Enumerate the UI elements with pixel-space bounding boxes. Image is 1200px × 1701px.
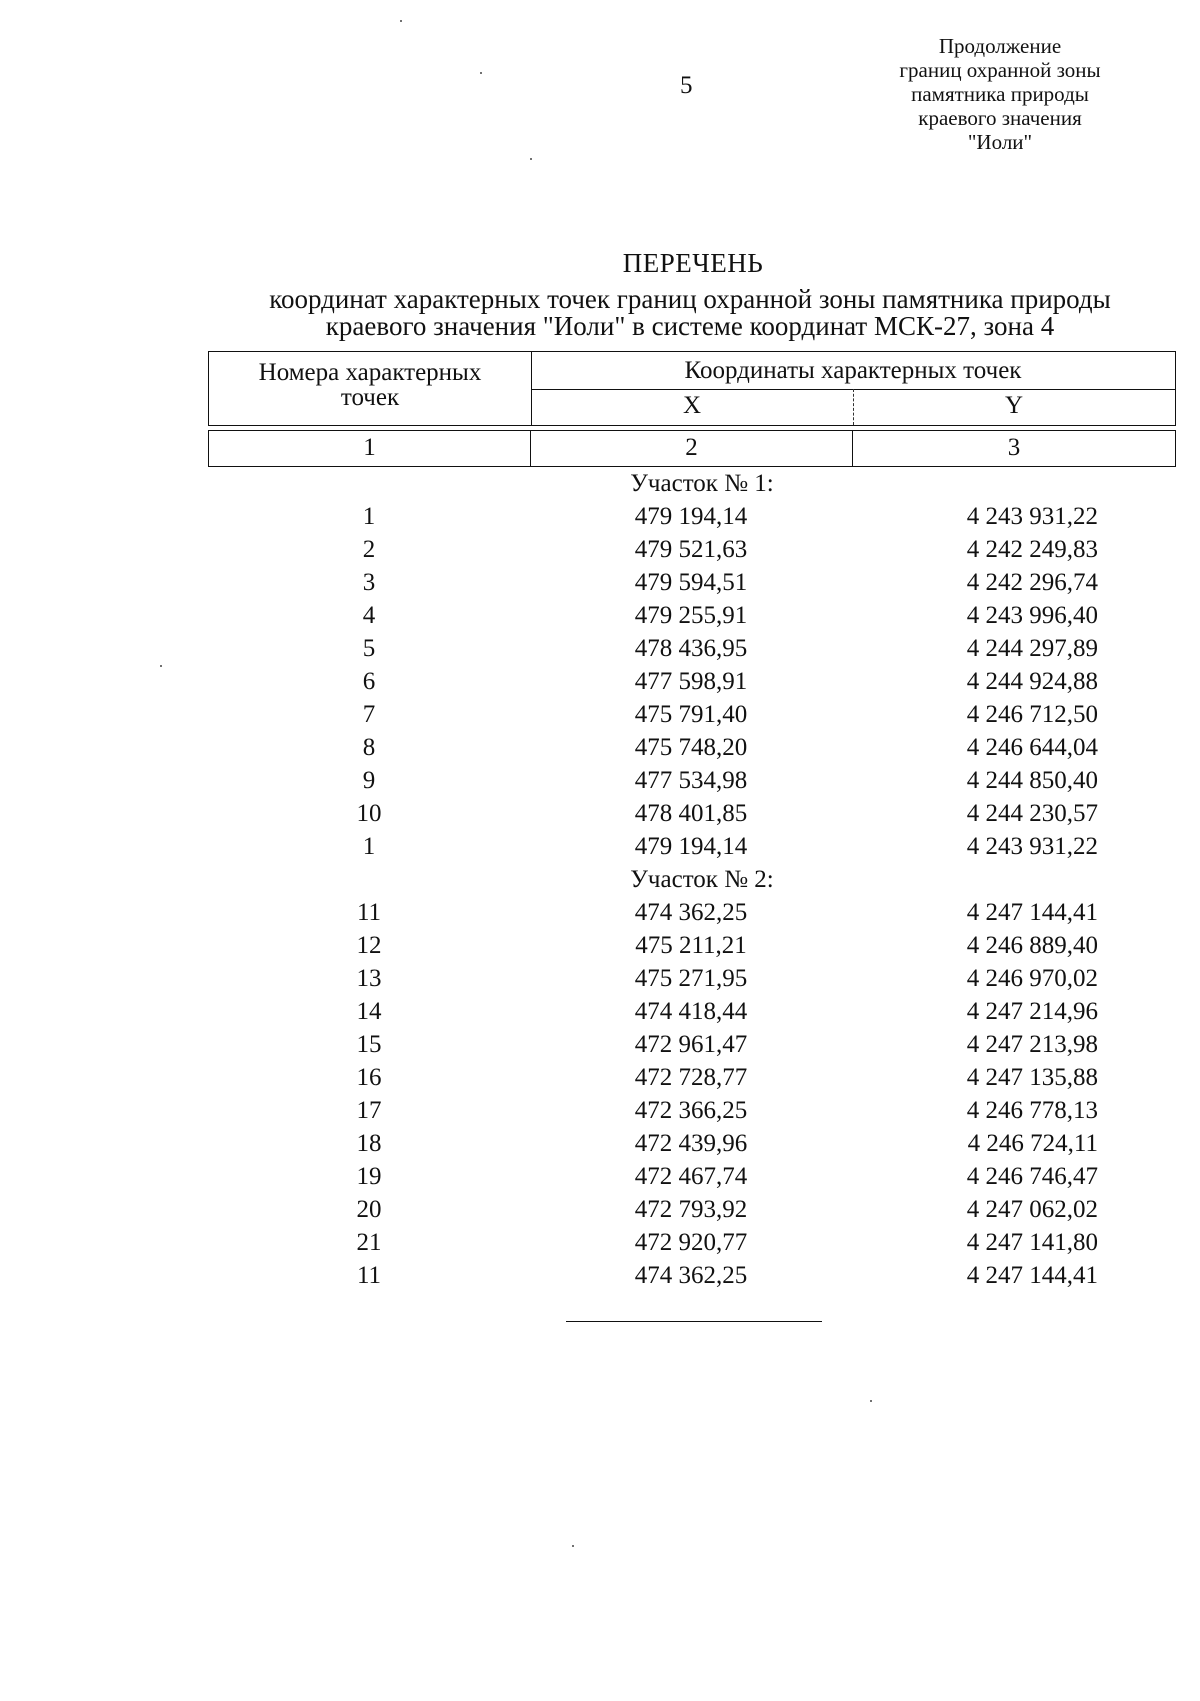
page-number: 5 — [680, 72, 693, 99]
scan-speck — [160, 665, 162, 667]
x-coordinate-cell: 479 521,63 — [634, 536, 748, 563]
scan-speck — [870, 1400, 872, 1402]
section-label: Участок № 2: — [630, 866, 774, 893]
x-coordinate-cell: 472 728,77 — [634, 1064, 748, 1091]
point-number-cell: 7 — [362, 701, 376, 728]
header-note-line: памятника природы — [911, 82, 1089, 106]
table-row — [208, 500, 1176, 533]
point-number-cell: 12 — [356, 932, 382, 959]
table-row — [208, 962, 1176, 995]
table-header — [208, 351, 1176, 426]
point-number-cell: 5 — [362, 635, 376, 662]
x-coordinate-cell: 479 255,91 — [634, 602, 748, 629]
column-header-y: Y — [1004, 392, 1024, 419]
table-row — [208, 830, 1176, 863]
column-number: 2 — [531, 431, 853, 466]
x-coordinate-cell: 475 211,21 — [635, 932, 747, 959]
header-note-line: Продолжение — [938, 34, 1062, 58]
x-coordinate-cell: 472 467,74 — [634, 1163, 748, 1190]
column-group-header-coordinates: Координаты характерных точек — [684, 357, 1022, 384]
point-number-cell: 9 — [362, 767, 376, 794]
table-row — [208, 1028, 1176, 1061]
x-coordinate-cell: 474 362,25 — [634, 899, 748, 926]
table-row — [208, 995, 1176, 1028]
y-coordinate-cell: 4 247 141,80 — [966, 1229, 1098, 1256]
table-row — [208, 929, 1176, 962]
column-number: 1 — [209, 431, 531, 466]
header-note-line: "Иоли" — [967, 130, 1033, 154]
point-number-cell: 3 — [362, 569, 376, 596]
y-coordinate-cell: 4 242 296,74 — [966, 569, 1098, 596]
table-row — [208, 1094, 1176, 1127]
y-coordinate-cell: 4 247 144,41 — [966, 899, 1098, 926]
table-row — [208, 632, 1176, 665]
y-coordinate-cell: 4 243 931,22 — [966, 503, 1098, 530]
scan-speck — [572, 1545, 574, 1547]
table-row — [208, 896, 1176, 929]
x-coordinate-cell: 472 366,25 — [634, 1097, 748, 1124]
end-rule — [566, 1321, 822, 1322]
point-number-cell: 2 — [362, 536, 376, 563]
x-coordinate-cell: 475 271,95 — [634, 965, 748, 992]
point-number-cell: 17 — [356, 1097, 382, 1124]
y-coordinate-cell: 4 244 924,88 — [966, 668, 1098, 695]
y-coordinate-cell: 4 246 724,11 — [967, 1130, 1098, 1157]
column-header-line: Номера характерных — [258, 359, 482, 386]
table-row — [208, 698, 1176, 731]
x-coordinate-cell: 479 194,14 — [634, 833, 748, 860]
x-coordinate-cell: 472 439,96 — [634, 1130, 748, 1157]
x-coordinate-cell: 479 194,14 — [634, 503, 748, 530]
point-number-cell: 11 — [356, 1262, 382, 1289]
column-header-point-numbers — [209, 360, 531, 410]
y-coordinate-cell: 4 247 213,98 — [966, 1031, 1098, 1058]
x-coordinate-cell: 479 594,51 — [634, 569, 748, 596]
column-header-x: X — [682, 392, 702, 419]
table-row — [208, 1061, 1176, 1094]
scan-speck — [400, 20, 402, 22]
y-coordinate-cell: 4 243 996,40 — [966, 602, 1098, 629]
header-note-line: границ охранной зоны — [899, 58, 1101, 82]
x-coordinate-cell: 475 791,40 — [634, 701, 748, 728]
x-coordinate-cell: 477 598,91 — [634, 668, 748, 695]
y-coordinate-cell: 4 246 889,40 — [966, 932, 1098, 959]
y-coordinate-cell: 4 247 062,02 — [966, 1196, 1098, 1223]
y-coordinate-cell: 4 246 746,47 — [966, 1163, 1098, 1190]
y-coordinate-cell: 4 247 135,88 — [966, 1064, 1098, 1091]
y-coordinate-cell: 4 246 644,04 — [966, 734, 1098, 761]
table-row — [208, 1193, 1176, 1226]
y-coordinate-cell: 4 244 850,40 — [966, 767, 1098, 794]
point-number-cell: 18 — [356, 1130, 382, 1157]
table-row — [208, 1160, 1176, 1193]
y-coordinate-cell: 4 246 778,13 — [966, 1097, 1098, 1124]
x-coordinate-cell: 478 401,85 — [634, 800, 748, 827]
point-number-cell: 1 — [362, 503, 376, 530]
subtitle-line: краевого значения "Иоли" в системе координат МСК-27, зона 4 — [325, 311, 1055, 341]
y-coordinate-cell: 4 244 230,57 — [966, 800, 1098, 827]
table-row — [208, 599, 1176, 632]
point-number-cell: 14 — [356, 998, 382, 1025]
table-row — [208, 533, 1176, 566]
point-number-cell: 1 — [362, 833, 376, 860]
x-coordinate-cell: 472 961,47 — [634, 1031, 748, 1058]
document-subtitle — [210, 286, 1170, 340]
x-coordinate-cell: 478 436,95 — [634, 635, 748, 662]
y-coordinate-cell: 4 246 970,02 — [966, 965, 1098, 992]
point-number-cell: 20 — [356, 1196, 382, 1223]
x-coordinate-cell: 474 362,25 — [634, 1262, 748, 1289]
table-row — [208, 731, 1176, 764]
point-number-cell: 6 — [362, 668, 376, 695]
table-body — [208, 467, 1176, 1292]
header-note-line: краевого значения — [918, 106, 1082, 130]
point-number-cell: 11 — [356, 899, 382, 926]
table-row — [208, 1127, 1176, 1160]
point-number-cell: 15 — [356, 1031, 382, 1058]
table-row — [208, 1226, 1176, 1259]
point-number-cell: 10 — [356, 800, 382, 827]
point-number-cell: 16 — [356, 1064, 382, 1091]
y-coordinate-cell: 4 247 214,96 — [966, 998, 1098, 1025]
header-note — [880, 34, 1120, 154]
table-row — [208, 1259, 1176, 1292]
table-row — [208, 566, 1176, 599]
point-number-cell: 21 — [356, 1229, 382, 1256]
point-number-cell: 19 — [356, 1163, 382, 1190]
x-coordinate-cell: 475 748,20 — [634, 734, 748, 761]
column-number: 3 — [1007, 434, 1021, 461]
document-title: ПЕРЕЧЕНЬ — [622, 248, 764, 278]
column-numbers-row — [208, 430, 1176, 467]
scan-speck — [480, 72, 482, 74]
y-coordinate-cell: 4 242 249,83 — [966, 536, 1098, 563]
scan-speck — [530, 158, 532, 160]
point-number-cell: 13 — [356, 965, 382, 992]
point-number-cell: 8 — [362, 734, 376, 761]
column-header-line: точек — [340, 384, 400, 411]
section-label: Участок № 1: — [630, 470, 774, 497]
x-coordinate-cell: 474 418,44 — [634, 998, 748, 1025]
y-coordinate-cell: 4 243 931,22 — [966, 833, 1098, 860]
y-coordinate-cell: 4 246 712,50 — [966, 701, 1098, 728]
table-row — [208, 797, 1176, 830]
coordinates-table — [208, 351, 1176, 1292]
x-coordinate-cell: 477 534,98 — [634, 767, 748, 794]
subtitle-line: координат характерных точек границ охранной зоны памятника природы — [269, 284, 1111, 314]
point-number-cell: 4 — [362, 602, 376, 629]
x-coordinate-cell: 472 920,77 — [634, 1229, 748, 1256]
y-coordinate-cell: 4 247 144,41 — [966, 1262, 1098, 1289]
table-row — [208, 665, 1176, 698]
x-coordinate-cell: 472 793,92 — [634, 1196, 748, 1223]
table-row — [208, 764, 1176, 797]
y-coordinate-cell: 4 244 297,89 — [966, 635, 1098, 662]
